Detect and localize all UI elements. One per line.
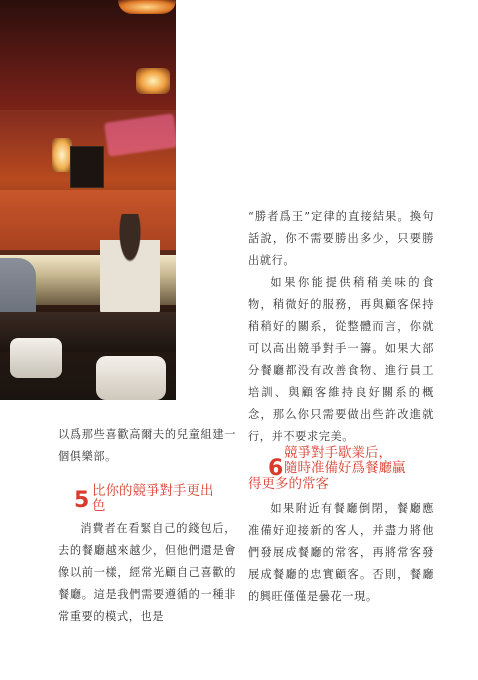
section-number: 6	[268, 456, 284, 481]
restaurant-photo	[0, 0, 176, 400]
photo-lamp	[136, 68, 170, 94]
section-5-body	[58, 518, 236, 628]
paragraph: 以爲那些喜歡高爾夫的兒童組建一個俱樂部。	[58, 428, 236, 463]
paragraph: 如果你能提供稍稍美味的食物，稍微好的服務，再與顧客保持稍稍好的關系，從整體而言，你就可以高出競爭對手一籌。如果大部分餐廳都没有改善食物、進行員工培訓、與顧客維持良好關系的概念，那么你只需要做出些許改進就行，并不要求完美。	[248, 276, 434, 443]
photo-neon-sign	[104, 113, 176, 156]
heading-line: 得更多的常客	[248, 476, 329, 492]
photo-chef	[100, 214, 160, 314]
left-column-intro	[58, 424, 236, 468]
paragraph: “勝者爲王”定律的直接結果。換句話說，你不需要勝出多少，只要勝出就行。	[248, 210, 434, 267]
heading-line: 色	[92, 498, 106, 514]
photo-seat	[96, 356, 166, 400]
paragraph: 如果附近有餐廳倒閉，餐廳應准備好迎接新的客人，并盡力將他們發展成餐廳的常客，再將常客發展成餐廳的忠實顧客。否則，餐廳的興旺僅僅是曇花一現。	[248, 502, 434, 603]
photo-seat	[10, 338, 62, 378]
heading-line: 隨時准備好爲餐廳贏	[284, 460, 406, 476]
heading-line: 競爭對手歇業后，	[284, 445, 392, 461]
right-column-top	[248, 206, 434, 448]
section-number: 5	[74, 488, 90, 513]
heading-line: 比你的競爭對手更出	[92, 483, 214, 499]
section-6-body	[248, 498, 434, 608]
photo-lamp	[52, 138, 72, 172]
photo-menu-board	[70, 146, 104, 188]
photo-lamp	[118, 0, 176, 14]
paragraph: 消費者在看緊自己的錢包后，去的餐廳越來越少，但他們還是會像以前一樣，經常光顧自己喜歡的餐廳。這是我們需要遵循的一種非常重要的模式，也是	[58, 522, 236, 623]
